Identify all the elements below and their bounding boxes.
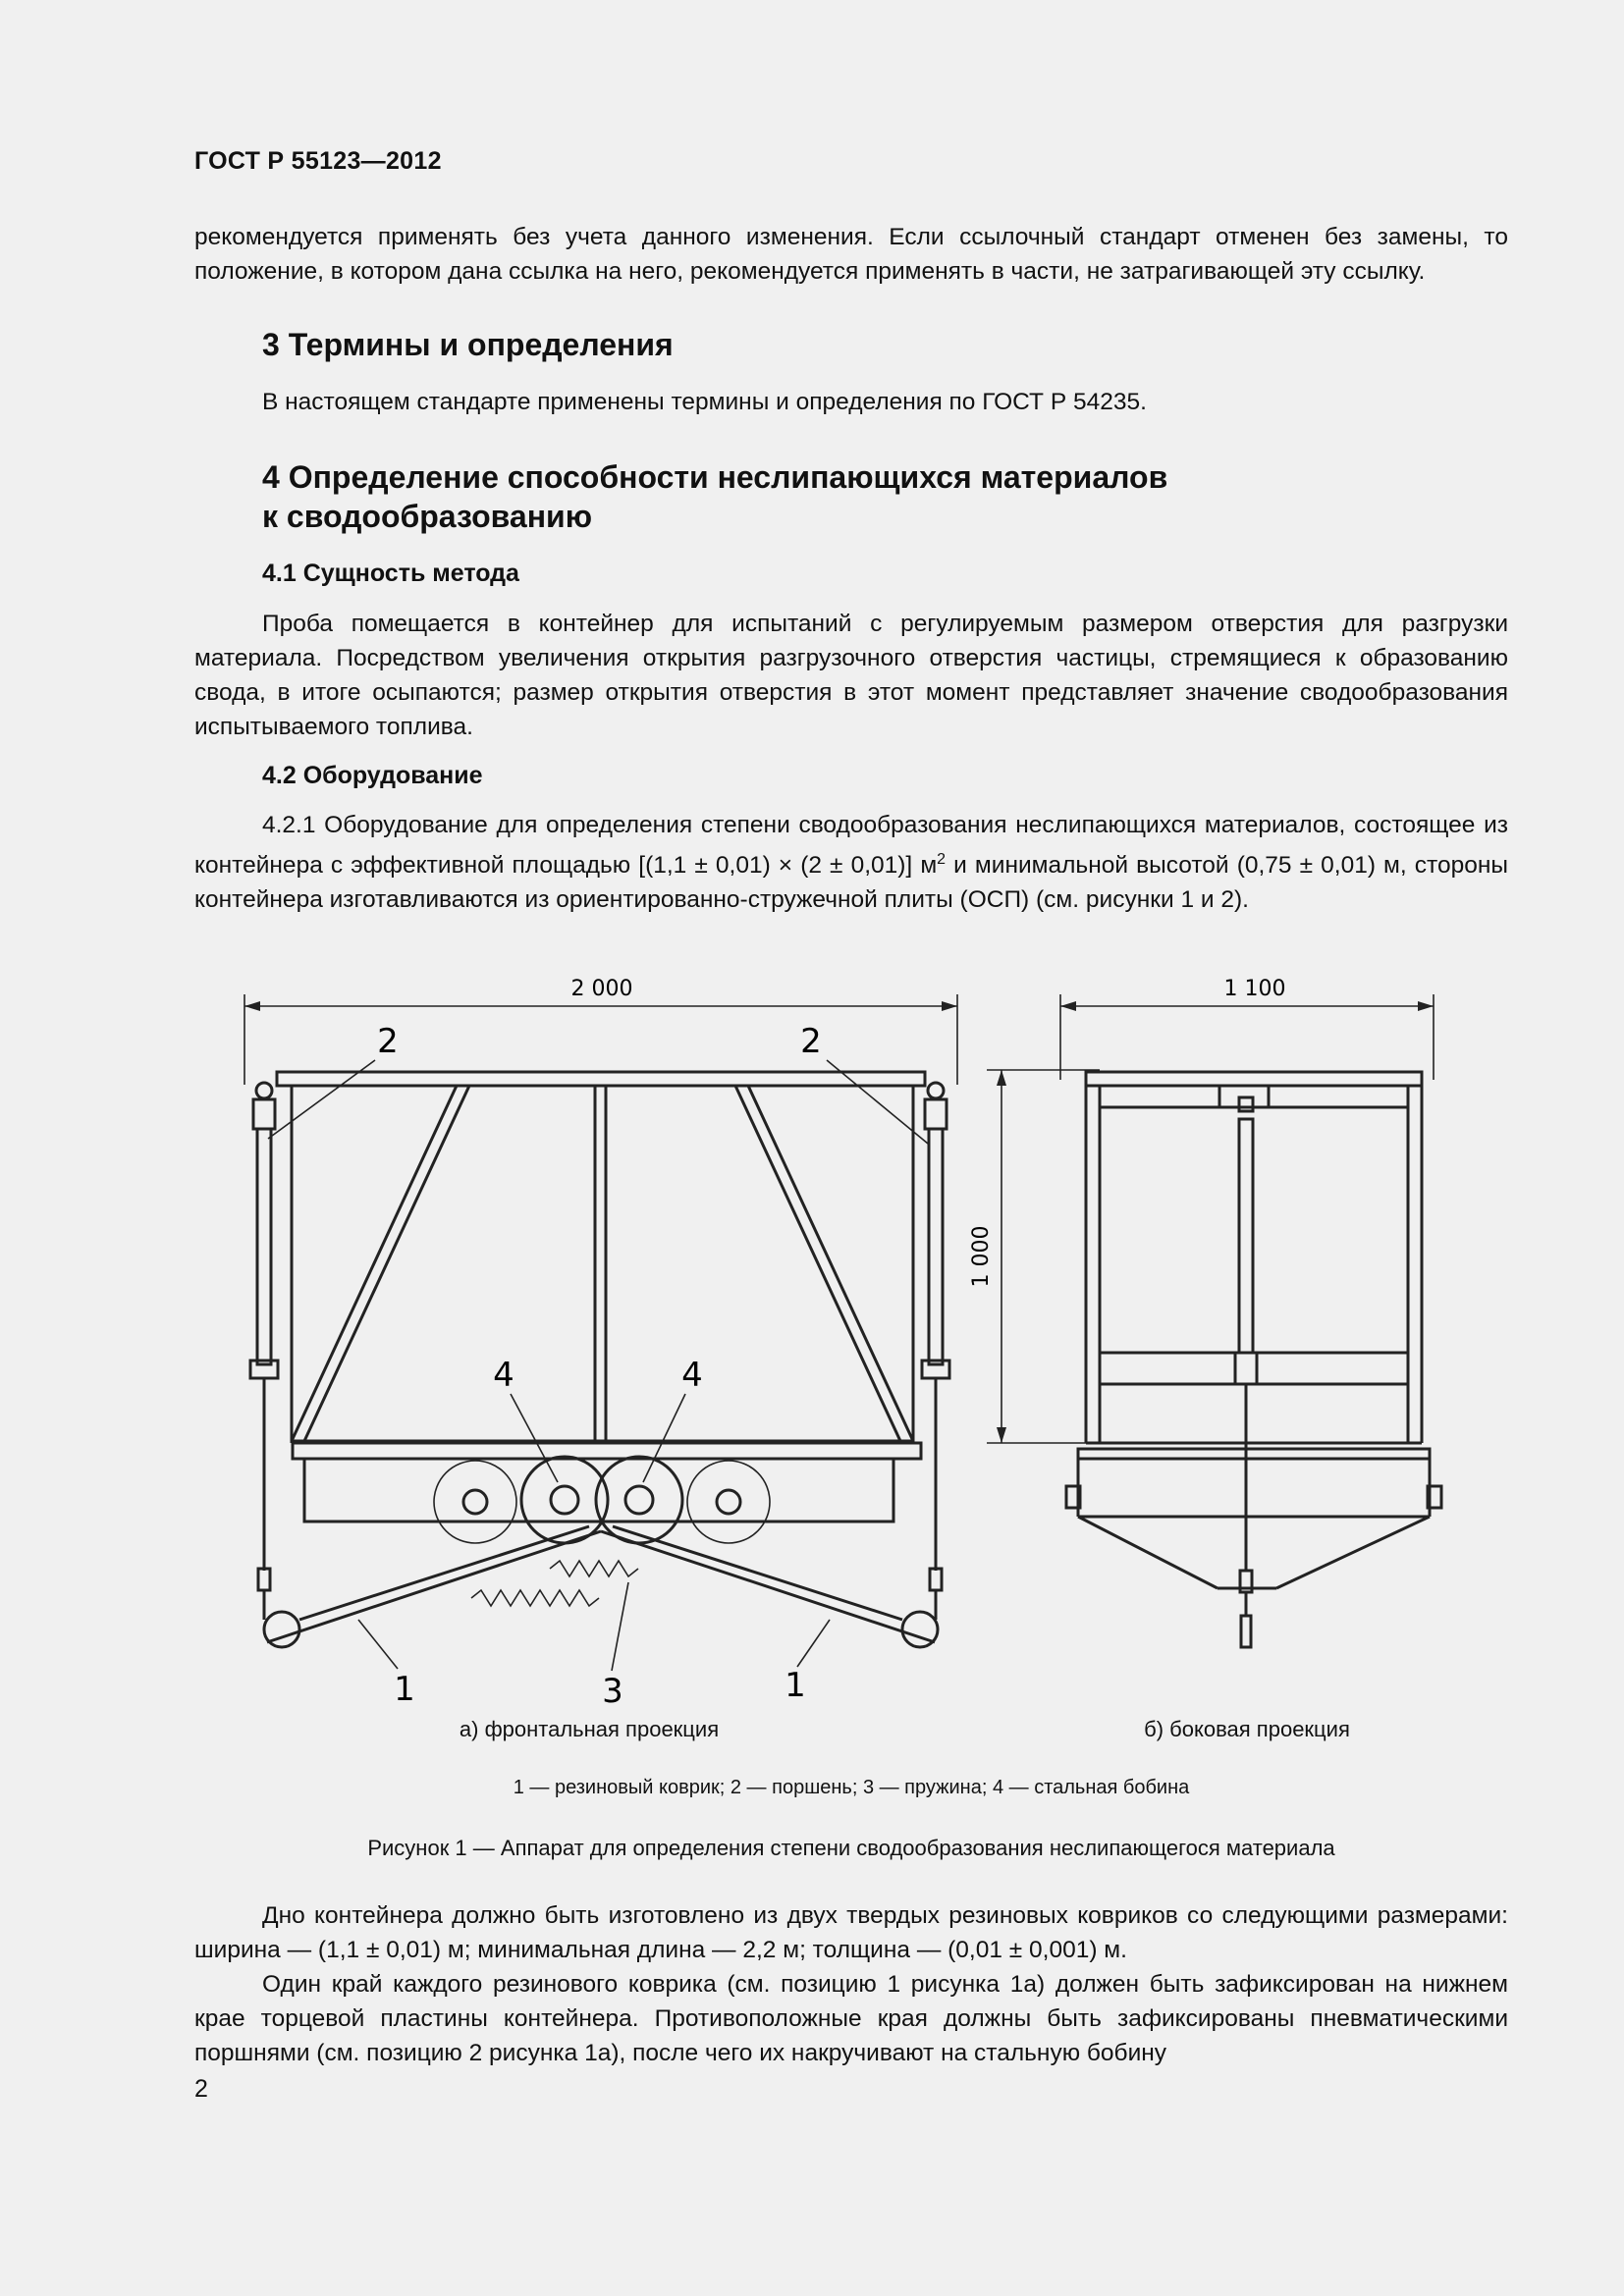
section-4-title-line1: 4 Определение способности неслипающихся материалов <box>262 459 1168 495</box>
figure-drawing <box>0 962 1624 1728</box>
callout-4-left: 4 <box>493 1356 514 1395</box>
front-width-dimension <box>244 977 957 1085</box>
callout-1-left: 1 <box>394 1670 415 1709</box>
side-container <box>1066 1072 1441 1647</box>
height-label: 1 000 <box>969 1225 994 1288</box>
piston-right <box>922 1083 949 1620</box>
callout-2-right: 2 <box>800 1022 822 1061</box>
caption-front-view: а) фронтальная проекция <box>459 1717 720 1741</box>
caption-side-view: б) боковая проекция <box>1144 1717 1350 1741</box>
subsection-4-2-text-part1: 4.2.1 Оборудование для определения степени сводообразования неслипающихся материалов, состоящее из контейнера с эффективной площадью [(1,1 ± 0,01) × (2 ± 0,01)] м <box>194 812 1508 880</box>
front-width-label: 2 000 <box>570 977 633 1001</box>
figure-title: Рисунок 1 — Аппарат для определения степени сводообразования неслипающегося материала <box>367 1836 1335 1860</box>
section-3-title: 3 Термины и определения <box>262 327 674 362</box>
intro-paragraph: рекомендуется применять без учета данного изменения. Если ссылочный стандарт отменен без замены, то положение, в котором дана ссылка на него, рекомендуется применять в части, не затрагивающей эту ссылку. <box>194 224 1508 285</box>
section-3-text: В настоящем стандарте применены термины и определения по ГОСТ Р 54235. <box>262 389 1147 415</box>
paragraph-fixing: Один край каждого резинового коврика (см. позицию 1 рисунка 1а) должен быть зафиксирован на нижнем крае торцевой пластины контейнера. Противоположные края должны быть зафиксированы пневматическими поршнями (см. позицию 2 рисунка 1а), после чего их накручивают на стальную бобину <box>194 1971 1508 2066</box>
standard-header: ГОСТ Р 55123—2012 <box>194 147 442 175</box>
subsection-4-2-text <box>194 808 1508 917</box>
superscript-2: 2 <box>937 851 947 868</box>
front-top-frame <box>277 1072 925 1086</box>
front-lower-frame <box>293 1443 921 1459</box>
side-width-label: 1 100 <box>1223 977 1286 1001</box>
paragraph-mats: Дно контейнера должно быть изготовлено из двух твердых резиновых ковриков со следующими размерами: ширина — (1,1 ± 0,01) м; минимальная длина — 2,2 м; толщина — (0,01 ± 0,001) м. <box>194 1902 1508 1963</box>
page-number: 2 <box>194 2075 208 2103</box>
callout-1-right: 1 <box>785 1666 806 1705</box>
callout-3: 3 <box>602 1672 623 1711</box>
figure-legend: 1 — резиновый коврик; 2 — поршень; 3 — пружина; 4 — стальная бобина <box>513 1777 1190 1798</box>
subsection-4-2-text-part2: и минимальной высотой (0,75 ± 0,01) м, стороны контейнера изготавливаются из ориентированно-стружечной плиты (ОСП) (см. рисунки 1 и 2). <box>194 852 1509 914</box>
callout-4-right: 4 <box>681 1356 703 1395</box>
callout-2-left: 2 <box>377 1022 399 1061</box>
front-container-body <box>292 1086 913 1443</box>
section-4-title-line2: к сводообразованию <box>262 499 593 534</box>
height-dimension <box>969 1070 1100 1443</box>
piston-left <box>250 1083 278 1620</box>
subsection-4-2-title: 4.2 Оборудование <box>262 762 483 789</box>
subsection-4-1-text: Проба помещается в контейнер для испытаний с регулируемым размером отверстия для разгрузки материала. Посредством увеличения открытия разгрузочного отверстия частицы, стремящиеся к образованию свода, в итоге осыпаются; размер открытия отверстия в этот момент представляет значение сводообразования испытываемого топлива. <box>194 611 1508 740</box>
side-width-dimension <box>1060 977 1434 1080</box>
subsection-4-1-title: 4.1 Сущность метода <box>262 560 519 587</box>
